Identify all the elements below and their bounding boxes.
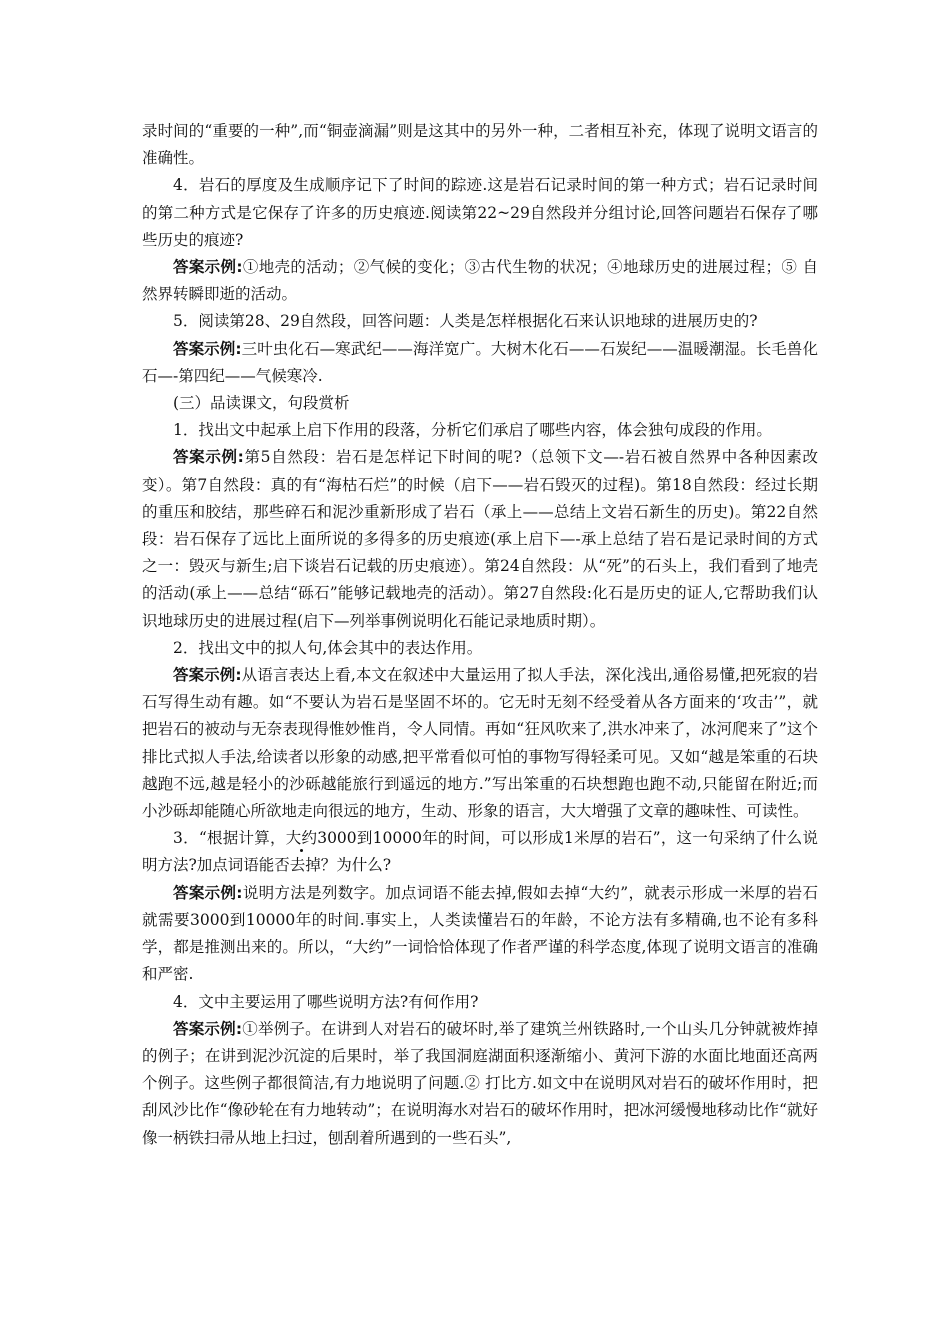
question-1: 1．找出文中起承上启下作用的段落，分析它们承启了哪些内容，体会独句成段的作用。 xyxy=(173,421,772,440)
section-heading: (三）品读课文，句段赏析 xyxy=(173,394,350,413)
answer-label: 答案示例: xyxy=(173,448,244,467)
answer-example: 答案示例:①举例子。在讲到人对岩石的破坏时,举了建筑兰州铁路时,一个山头几分钟就被炸掉的例子；在讲到泥沙沉淀的后果时，举了我国洞庭湖面积逐渐缩小、黄河下游的水面比地面还高两个例子。这些例子都很简洁,有力地说明了问题.② 打比方.如文中在说明风对岩石的破坏作用时，把刮风沙比作“像砂轮在有力地转动”；在说明海水对岩石的破坏作用时，把冰河缓慢地移动比作“就好像一柄铁扫帚从地上扫过，刨刮着所遇到的一些石头”, xyxy=(142,1019,819,1147)
emphasized-word: 大约 xyxy=(285,829,318,848)
question-3: 3．“根据计算，大约3000到10000年的时间，可以形成1米厚的岩石”，这一句采纳了什么说明方法?加点词语能否去掉？为什么? xyxy=(142,829,818,875)
answer-example: 答案示例:第5自然段：岩石是怎样记下时间的呢?（总领下文—-岩石被自然界中各种因素改变）。第7自然段：真的有“海枯石烂”的时候（启下——岩石毁灭的过程)。第18自然段：经过长期的重压和胶结，那些碎石和泥沙重新形成了岩石（承上——总结上文岩石新生的历史)。第22自然段：岩石保存了远比上面所说的多得多的历史痕迹(承上启下—-承上总结了岩石是记录时间的方式之一：毁灭与新生;启下谈岩石记载的历史痕迹）。第24自然段：从“死”的石头上，我们看到了地壳的活动(承上——总结“砾石”能够记载地壳的活动）。第27自然段:化石是历史的证人,它帮助我们认识地球历史的进展过程(启下—列举事例说明化石能记录地质时期）。 xyxy=(142,448,818,630)
question-4: 4．岩石的厚度及生成顺序记下了时间的踪迹.这是岩石记录时间的第一种方式；岩石记录时间的第二种方式是它保存了许多的历史痕迹.阅读第22~29自然段并分组讨论,回答问题岩石保存了哪些历史的痕迹? xyxy=(142,176,818,249)
answer-example: 答案示例:说明方法是列数字。加点词语不能去掉,假如去掉“大约”，就表示形成一米厚的岩石就需要3000到10000年的时间.事实上，人类读懂岩石的年龄，不论方法有多精确,也不论有多科学，都是推测出来的。所以，“大约”一词恰恰体现了作者严谨的科学态度,体现了说明文语言的准确和严密. xyxy=(142,883,819,984)
answer-label: 答案示例: xyxy=(173,339,242,358)
answer-label: 答案示例: xyxy=(173,666,242,685)
question-4b: 4．文中主要运用了哪些说明方法?有何作用? xyxy=(173,992,479,1011)
question-2: 2．找出文中的拟人句,体会其中的表达作用。 xyxy=(173,638,483,657)
answer-example: 答案示例:三叶虫化石—寒武纪——海洋宽广。大树木化石——石炭纪——温暖潮湿。长毛兽化石—-第四纪——气候寒冷. xyxy=(142,339,818,385)
paragraph: 录时间的“重要的一种”,而“铜壶滴漏”则是这其中的另外一种，二者相互补充，体现了说明文语言的准确性。 xyxy=(142,122,818,168)
answer-label: 答案示例: xyxy=(173,258,243,277)
answer-example: 答案示例:①地壳的活动；②气候的变化；③古代生物的状况；④地球历史的进展过程；⑤ 自然界转瞬即逝的活动。 xyxy=(142,258,818,304)
document-body xyxy=(142,118,818,1152)
answer-example: 答案示例:从语言表达上看,本文在叙述中大量运用了拟人手法，深化浅出,通俗易懂,把死寂的岩石写得生动有趣。如“不要认为岩石是坚固不坏的。它无时无刻不经受着从各方面来的‘攻击’”，就把岩石的被动与无奈表现得惟妙惟肖，令人同情。再如“狂风吹来了,洪水冲来了，冰河爬来了”这个排比式拟人手法,给读者以形象的动感,把平常看似可怕的事物写得轻柔可见。又如“越是笨重的石块越跑不远,越是轻小的沙砾越能旅行到遥远的地方.”写出笨重的石块想跑也跑不动,只能留在附近;而小沙砾却能随心所欲地走向很远的地方，生动、形象的语言，大大增强了文章的趣味性、可读性。 xyxy=(142,666,818,821)
answer-label: 答案示例: xyxy=(173,883,243,902)
question-5: 5．阅读第28、29自然段，回答问题：人类是怎样根据化石来认识地球的进展历史的? xyxy=(173,312,758,331)
answer-label: 答案示例: xyxy=(173,1019,243,1038)
